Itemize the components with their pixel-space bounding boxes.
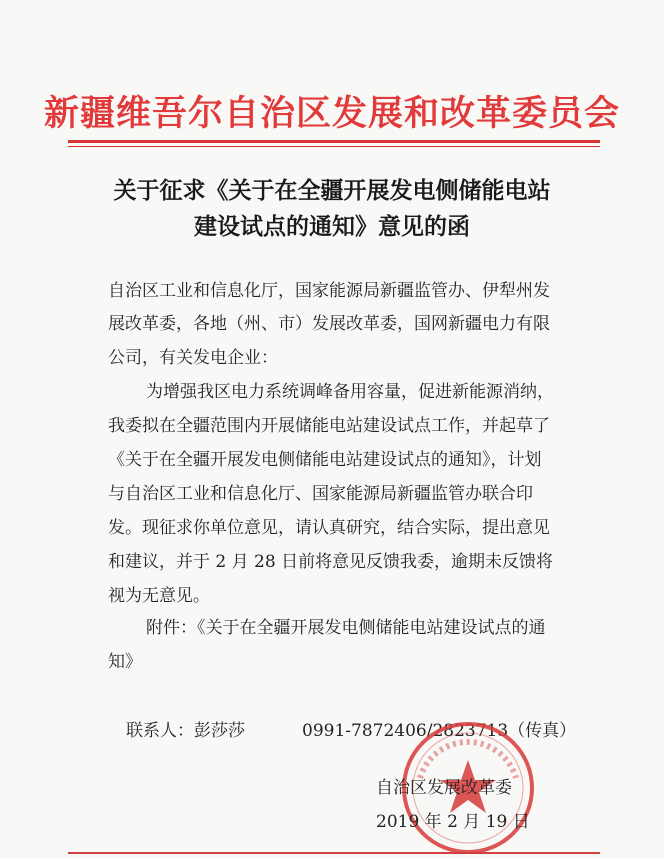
body-line-1: 为增强我区电力系统调峰备用容量，促进新能源消纳， [146, 382, 554, 402]
attachment-line-2: 知》 [108, 652, 142, 672]
footer-red-rule [68, 852, 600, 854]
recipients-line-3: 公司，有关发电企业： [108, 348, 278, 368]
body-line-4: 与自治区工业和信息化厅、国家能源局新疆监管办联合印 [108, 484, 533, 504]
body-line-3: 《关于在全疆开展发电侧储能电站建设试点的通知》，计划 [108, 450, 542, 470]
body-line-6: 和建议，并于 2 月 28 日前将意见反馈我委，逾期未反馈将 [108, 552, 554, 572]
body-line-2: 我委拟在全疆范围内开展储能电站建设试点工作，并起草了 [108, 416, 550, 436]
attachment-line-1: 附件：《关于在全疆开展发电侧储能电站建设试点的通 [146, 618, 546, 638]
recipients-line-2: 展改革委，各地（州、市）发展改革委，国网新疆电力有限 [108, 314, 550, 334]
document-title-line-1: 关于征求《关于在全疆开展发电侧储能电站 [113, 177, 551, 204]
issuing-org-title: 新疆维吾尔自治区发展和改革委员会 [43, 93, 620, 134]
header-red-rule-thin [68, 146, 600, 147]
body-line-7: 视为无意见。 [108, 586, 210, 606]
issue-date: 2019 年 2 月 19 日 [376, 812, 530, 832]
header-red-rule [68, 140, 600, 143]
issuer-signature: 自治区发展改革委 [376, 778, 512, 798]
contact-phone: 0991-7872406/2823713（传真） [302, 721, 577, 741]
contact-person: 联系人：彭莎莎 [126, 721, 245, 741]
document-title-line-2: 建设试点的通知》意见的函 [194, 213, 470, 240]
recipients-line-1: 自治区工业和信息化厅，国家能源局新疆监管办、伊犁州发 [108, 281, 550, 301]
body-line-5: 发。现征求你单位意见，请认真研究，结合实际，提出意见 [108, 518, 550, 538]
